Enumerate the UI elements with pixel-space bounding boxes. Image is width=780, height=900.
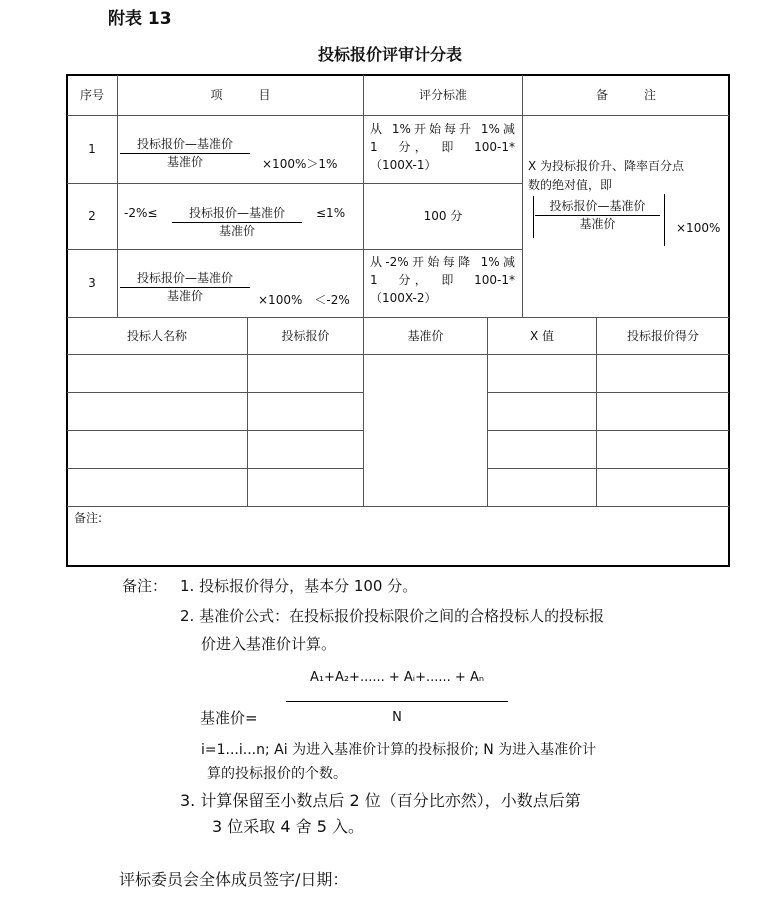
note-2-explanation-1: i=1...i...n; Ai 为进入基准价计算的投标报价; N 为进入基准价计 [201, 742, 597, 758]
remark-suffix: ×100% [676, 221, 721, 235]
table-rule [487, 468, 729, 469]
row-2-condition: ≤1% [316, 206, 346, 220]
formula-numerator: A₁+A₂+...... + Aᵢ+...... + Aₙ [309, 670, 485, 685]
header-seq: 序号 [79, 88, 104, 102]
table-rule [487, 430, 729, 431]
row-2-prefix: -2%≤ [124, 206, 158, 220]
bidder-header-price: 投标报价 [281, 328, 330, 343]
table-rule [67, 430, 363, 431]
table-rule [487, 392, 729, 393]
document-title: 投标报价评审计分表 [317, 45, 462, 64]
formula-denominator: N [392, 710, 402, 725]
appendix-label: 附表 13 [108, 9, 172, 29]
row-2-denominator: 基准价 [218, 224, 255, 238]
criteria-line: 从-2%开始每降 1%减 [370, 255, 515, 269]
note-2-line-2: 价进入基准价计算。 [201, 635, 337, 653]
note-2-explanation-2: 算的投标报价的个数。 [207, 766, 347, 782]
note-3-line-1: 3. 计算保留至小数点后 2 位（百分比亦然），小数点后第 [180, 791, 581, 810]
formula-label: 基准价= [200, 709, 258, 727]
row-3-fraction [120, 270, 250, 305]
bidder-header-x: X 值 [529, 328, 555, 343]
row-2-criteria: 100 分 [423, 209, 463, 223]
row-1-fraction [120, 136, 250, 171]
note-1: 1. 投标报价得分，基本分 100 分。 [180, 577, 418, 595]
row-3-denominator: 基准价 [166, 289, 203, 303]
table-rule [67, 354, 729, 355]
bidder-header-score: 投标报价得分 [626, 328, 699, 343]
row-2-fraction [172, 205, 302, 240]
note-2-line-1: 2. 基准价公式：在投标报价投标限价之间的合格投标人的投标报 [180, 607, 605, 625]
row-3-numerator: 投标报价—基准价 [120, 270, 250, 288]
remark-numerator: 投标报价—基准价 [535, 198, 660, 216]
formula-line [286, 701, 508, 702]
header-remark: 备 注 [595, 88, 656, 102]
row-3-seq: 3 [88, 276, 96, 290]
bidder-header-name: 投标人名称 [126, 328, 187, 343]
remark-fraction [535, 198, 660, 233]
signature-line: 评标委员会全体成员签字/日期： [119, 870, 349, 889]
table-rule [67, 506, 729, 507]
row-1-denominator: 基准价 [166, 155, 203, 169]
bidder-header-benchmark: 基准价 [407, 328, 444, 343]
remark-denominator: 基准价 [579, 217, 616, 231]
table-rule [363, 75, 364, 506]
criteria-line: 从 1%开始每升 1%减 [370, 122, 515, 136]
criteria-line: （100X-1） [370, 158, 437, 172]
table-remark-label: 备注: [74, 511, 103, 525]
remark-line-2: 数的绝对值，即 [528, 178, 613, 192]
abs-bar-left [533, 196, 534, 238]
row-1-criteria [370, 120, 515, 174]
table-rule [67, 392, 363, 393]
criteria-line: （100X-2） [370, 291, 437, 305]
criteria-line: 1 分， 即 100-1* [370, 273, 515, 287]
row-3-criteria [370, 253, 515, 307]
row-1-condition: ×100%＞1% [262, 157, 338, 171]
row-3-condition: ×100% ＜-2% [258, 293, 350, 307]
header-criteria: 评分标准 [418, 88, 467, 102]
header-item: 项 目 [210, 88, 271, 102]
row-2-numerator: 投标报价—基准价 [172, 205, 302, 223]
row-1-seq: 1 [88, 142, 96, 156]
abs-bar-right [664, 194, 665, 246]
note-3-line-2: 3 位采取 4 舍 5 入。 [212, 817, 364, 836]
criteria-line: 1 分， 即 100-1* [370, 140, 515, 154]
table-rule [67, 468, 363, 469]
row-1-numerator: 投标报价—基准价 [120, 136, 250, 154]
table-rule [67, 115, 729, 116]
table-rule [67, 249, 522, 250]
row-2-seq: 2 [88, 209, 96, 223]
notes-label: 备注： [122, 577, 168, 595]
remark-line-1: X 为投标报价升、降率百分点 [528, 159, 685, 173]
